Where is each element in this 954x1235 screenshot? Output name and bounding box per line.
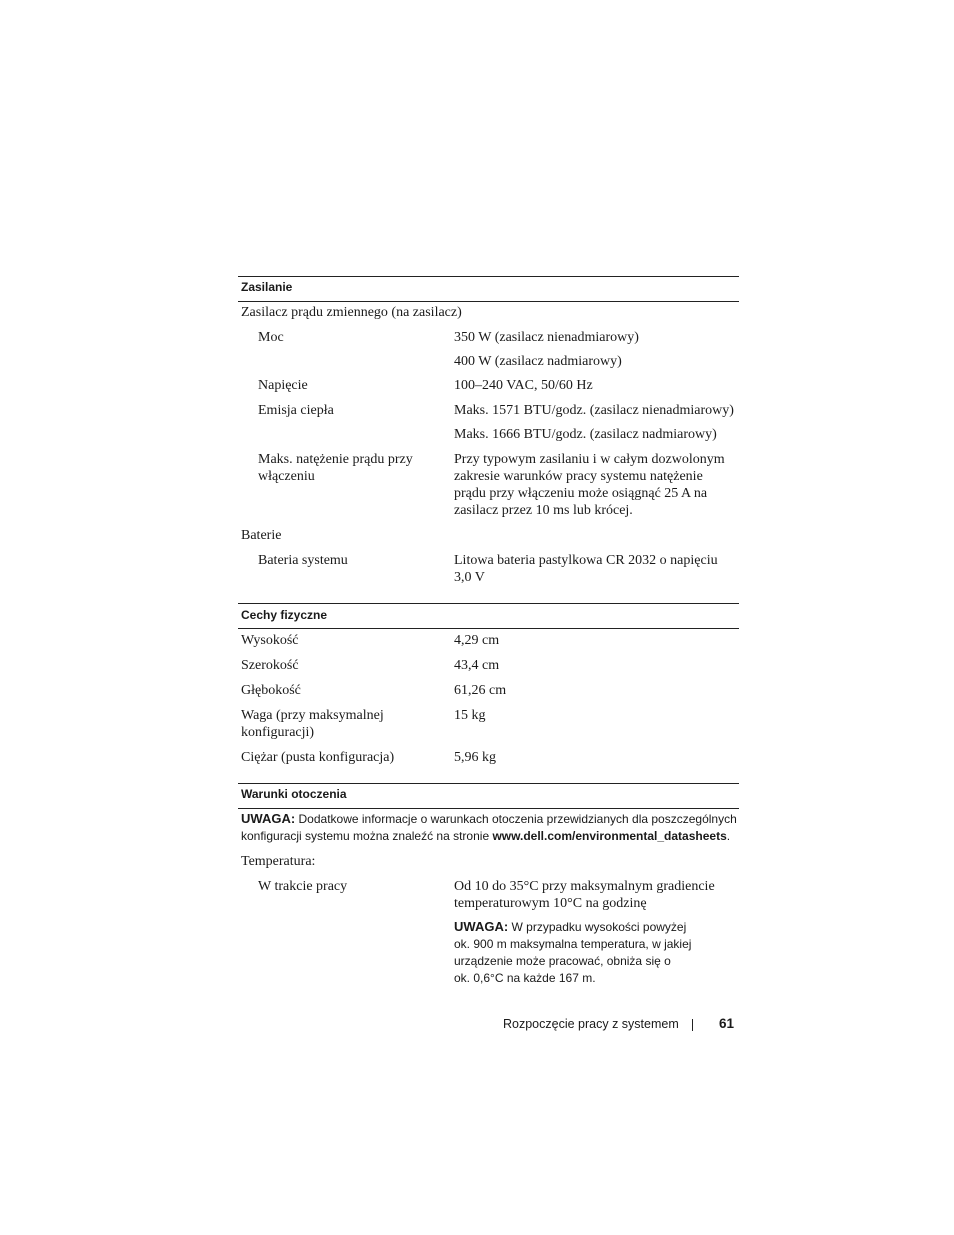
row-value-operating: Od 10 do 35°C przy maksymalnym gradiencie temperaturowym 10°C na godzinę [454, 879, 715, 911]
row-label-height: Wysokość [241, 633, 299, 648]
footer-chapter: Rozpoczęcie pracy z systemem [503, 1017, 679, 1031]
row-label-voltage: Napięcie [258, 378, 308, 393]
row-label-operating: W trakcie pracy [258, 879, 348, 894]
row-label-power: Moc [258, 330, 284, 345]
battery-label: Baterie [241, 528, 282, 543]
row-label-heat: Emisja ciepła [258, 403, 334, 418]
row-label-empty-weight: Ciężar (pusta konfiguracja) [241, 750, 395, 765]
row-value-system-battery: Litowa bateria pastylkowa CR 2032 o napięciu 3,0 V [454, 553, 718, 585]
row-value-width: 43,4 cm [454, 658, 500, 673]
temperature-label: Temperatura: [241, 854, 316, 869]
row-value-depth: 61,26 cm [454, 683, 507, 698]
row-value-heat-nonredundant: Maks. 1571 BTU/godz. (zasilacz nienadmiarowy) [454, 403, 734, 418]
row-value-inrush: Przy typowym zasilaniu i w całym dozwolonym zakresie warunków pracy systemu natężenie prądu przy włączeniu może osiągnąć 25 A na zasilacz przez 10 ms lub krócej. [454, 452, 725, 518]
environment-note: UWAGA: Dodatkowe informacje o warunkach otoczenia przewidzianych dla poszczególnych konfiguracji systemu można znaleźć na stronie www.dell.com/environmental_datasheets. [241, 811, 737, 843]
psu-label: Zasilacz prądu zmiennego (na zasilacz) [241, 305, 462, 320]
operating-note: UWAGA: W przypadku wysokości powyżej ok. 900 m maksymalna temperatura, w jakiej urządzenie może pracować, obniża się o ok. 0,6°C na każde 167 m. [454, 919, 692, 985]
page-number: 61 [719, 1016, 735, 1031]
datasheets-link[interactable]: www.dell.com/environmental_datasheets [492, 829, 727, 843]
section-rule-top [238, 276, 739, 277]
section-title-environment: Warunki otoczenia [241, 787, 347, 801]
row-label-depth: Głębokość [241, 683, 301, 698]
row-label-max-weight: Waga (przy maksymalnej konfiguracji) [241, 708, 384, 740]
section-title-power: Zasilanie [241, 280, 293, 294]
note-prefix: UWAGA: [241, 811, 296, 826]
section-rule-top [238, 783, 739, 784]
row-value-power-nonredundant: 350 W (zasilacz nienadmiarowy) [454, 330, 639, 345]
row-value-empty-weight: 5,96 kg [454, 750, 496, 765]
row-label-width: Szerokość [241, 658, 299, 673]
footer-separator [692, 1019, 693, 1031]
row-value-heat-redundant: Maks. 1666 BTU/godz. (zasilacz nadmiarowy) [454, 427, 717, 442]
section-title-physical: Cechy fizyczne [241, 608, 328, 622]
row-value-max-weight: 15 kg [454, 708, 486, 723]
section-rule-bottom [238, 301, 739, 302]
section-rule-bottom [238, 628, 739, 629]
row-value-voltage: 100–240 VAC, 50/60 Hz [454, 378, 593, 393]
note-prefix: UWAGA: [454, 919, 509, 934]
row-value-power-redundant: 400 W (zasilacz nadmiarowy) [454, 354, 622, 369]
section-rule-bottom [238, 808, 739, 809]
row-label-system-battery: Bateria systemu [258, 553, 348, 568]
row-label-inrush: Maks. natężenie prądu przy włączeniu [258, 452, 413, 484]
row-value-height: 4,29 cm [454, 633, 500, 648]
section-rule-top [238, 603, 739, 604]
